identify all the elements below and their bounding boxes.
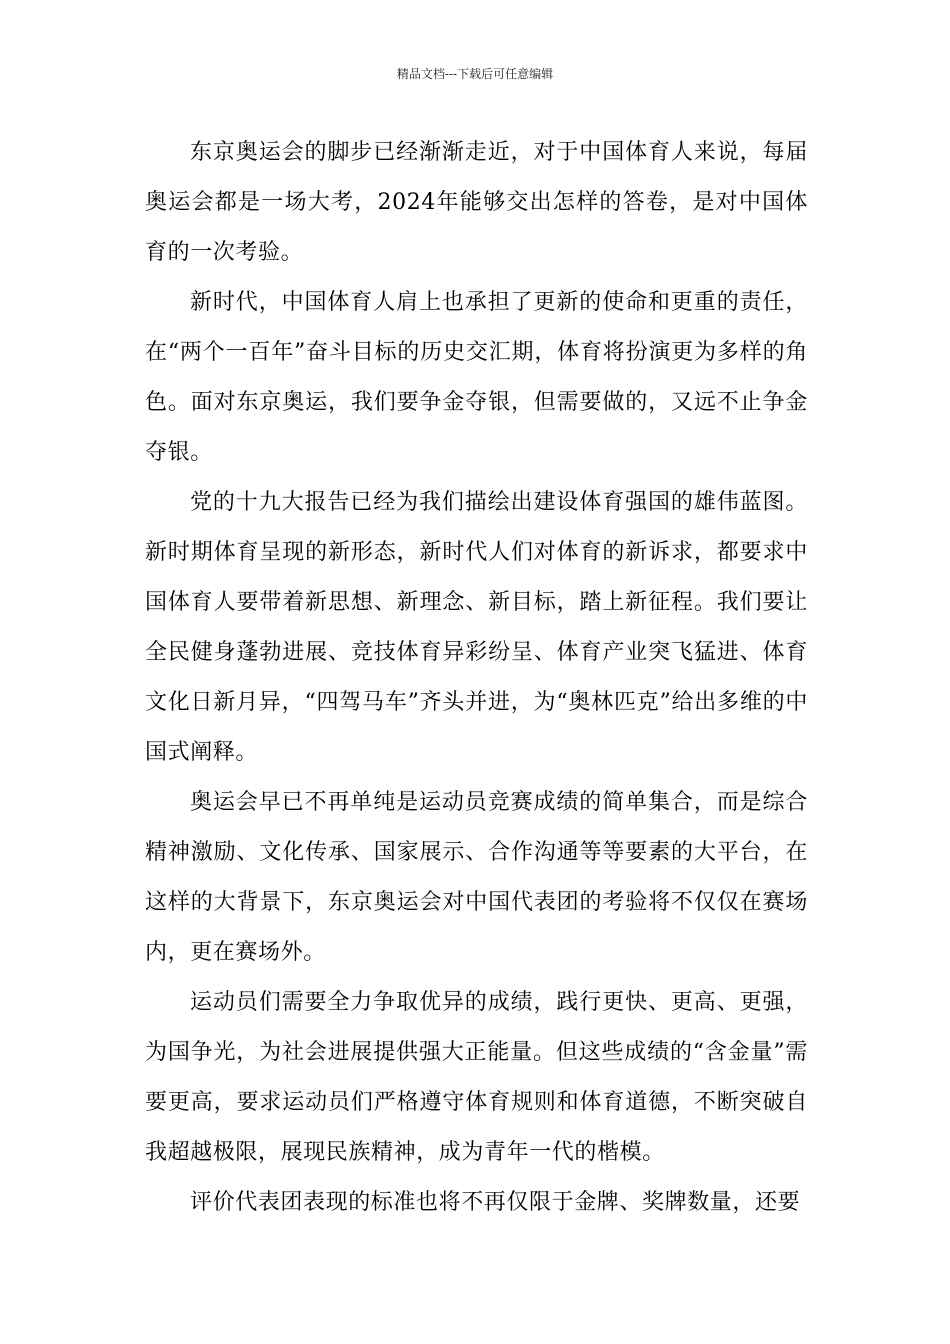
page-header: 精品文档---下载后可任意编辑 <box>396 67 554 81</box>
paragraph-2: 新时代，中国体育人肩上也承担了更新的使命和更重的责任，在“两个一百年”奋斗目标的历史交汇期，体育将扮演更为多样的角色。面对东京奥运，我们要争金夺银，但需要做的，又远不止争金夺银。 <box>145 290 808 465</box>
paragraph-5: 运动员们需要全力争取优异的成绩，践行更快、更高、更强，为国争光，为社会进展提供强大正能量。但这些成绩的“含金量”需要更高，要求运动员们严格遵守体育规则和体育道德，不断突破自我超越极限，展现民族精神，成为青年一代的楷模。 <box>145 990 808 1165</box>
paragraph-4: 奥运会早已不再单纯是运动员竞赛成绩的简单集合，而是综合精神激励、文化传承、国家展示、合作沟通等等要素的大平台，在这样的大背景下，东京奥运会对中国代表团的考验将不仅仅在赛场内，更在赛场外。 <box>145 790 808 965</box>
paragraph-3: 党的十九大报告已经为我们描绘出建设体育强国的雄伟蓝图。新时期体育呈现的新形态，新时代人们对体育的新诉求，都要求中国体育人要带着新思想、新理念、新目标，踏上新征程。我们要让全民健身蓬勃进展、竞技体育异彩纷呈、体育产业突飞猛进、体育文化日新月异，“四驾马车”齐头并进，为“奥林匹克”给出多维的中国式阐释。 <box>145 490 808 765</box>
paragraph-6: 评价代表团表现的标准也将不再仅限于金牌、奖牌数量，还要 <box>190 1190 801 1215</box>
paragraph-1: 东京奥运会的脚步已经渐渐走近，对于中国体育人来说，每届奥运会都是一场大考，2024年能够交出怎样的答卷，是对中国体育的一次考验。 <box>145 140 808 265</box>
